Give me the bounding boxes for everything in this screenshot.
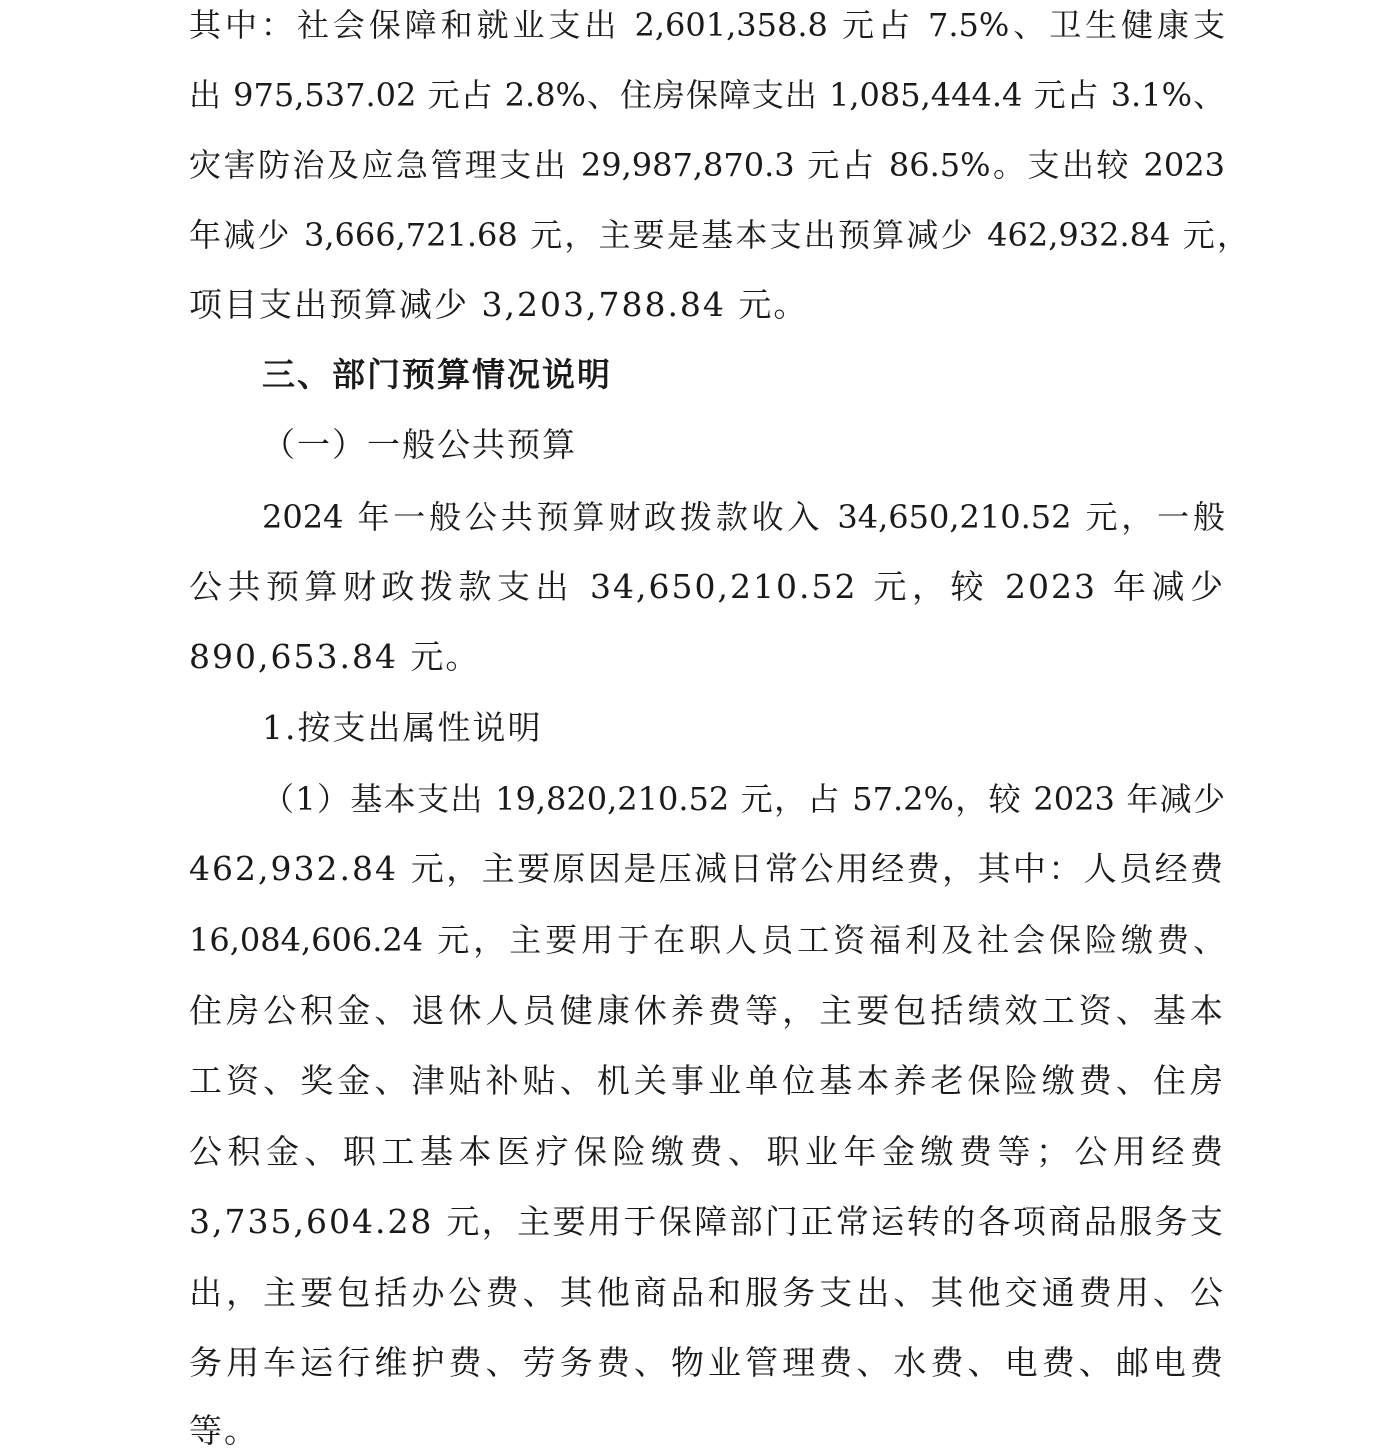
paragraph-line: 等。 bbox=[189, 1411, 259, 1450]
paragraph-line: 公积金、职工基本医疗保险缴费、职业年金缴费等；公用经费 bbox=[189, 1132, 1225, 1171]
paragraph-line: 项目支出预算减少 3,203,788.84 元。 bbox=[189, 285, 809, 324]
paragraph-line: 年减少 3,666,721.68 元，主要是基本支出预算减少 462,932.84 元， bbox=[189, 216, 1249, 254]
paragraph-line: 其中：社会保障和就业支出 2,601,358.8 元占 7.5%、卫生健康支 bbox=[189, 6, 1225, 44]
paragraph-line: 灾害防治及应急管理支出 29,987,870.3 元占 86.5%。支出较 2023 bbox=[189, 146, 1225, 184]
paragraph-line: 16,084,606.24 元，主要用于在职人员工资福利及社会保险缴费、 bbox=[189, 921, 1225, 959]
paragraph-line: 公共预算财政拨款支出 34,650,210.52 元，较 2023 年减少 bbox=[189, 567, 1225, 606]
paragraph-line: 务用车运行维护费、劳务费、物业管理费、水费、电费、邮电费 bbox=[189, 1343, 1225, 1382]
paragraph-line: 出，主要包括办公费、其他商品和服务支出、其他交通费用、公 bbox=[189, 1273, 1225, 1312]
subsection-heading: （一）一般公共预算 bbox=[262, 425, 577, 464]
section-heading: 三、部门预算情况说明 bbox=[262, 355, 612, 394]
paragraph-line: 462,932.84 元，主要原因是压减日常公用经费，其中：人员经费 bbox=[189, 849, 1225, 888]
paragraph-line: 住房公积金、退休人员健康休养费等，主要包括绩效工资、基本 bbox=[189, 991, 1225, 1030]
item-heading: 1.按支出属性说明 bbox=[262, 708, 543, 747]
paragraph-line: （1）基本支出 19,820,210.52 元，占 57.2%，较 2023 年减少 bbox=[262, 780, 1225, 818]
paragraph-line: 890,653.84 元。 bbox=[189, 637, 481, 676]
paragraph-line: 出 975,537.02 元占 2.8%、住房保障支出 1,085,444.4 元占 3.1%、 bbox=[189, 76, 1225, 114]
paragraph-line: 工资、奖金、津贴补贴、机关事业单位基本养老保险缴费、住房 bbox=[189, 1061, 1225, 1100]
paragraph-line: 2024 年一般公共预算财政拨款收入 34,650,210.52 元，一般 bbox=[262, 498, 1225, 536]
paragraph-line: 3,735,604.28 元，主要用于保障部门正常运转的各项商品服务支 bbox=[189, 1202, 1225, 1241]
